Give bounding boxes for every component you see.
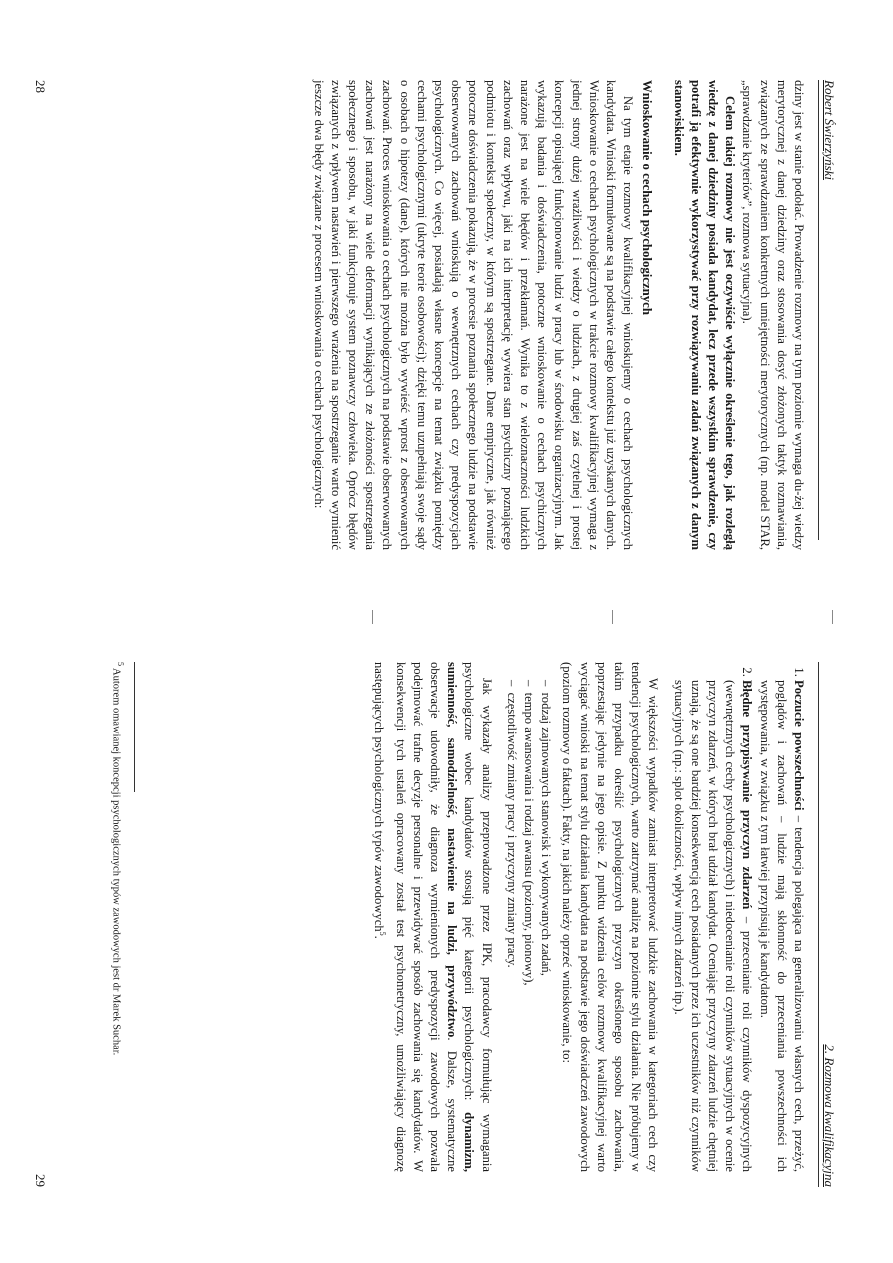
error-list (669, 662, 807, 1172)
style-paragraph: W większości wypadków zamiast interpretować ludzkie zachowania w kategoriach cech czy tendencji psychologicznych, warto zatrzymać analizę na poziomie stylu działania. Nie próbujemy w takim przypadku określić psychologicznych przyczyn określonego sposobu zachowania, poprzestając jedynie na jego opisie. Z punktu widzenia celów rozmowy kwalifikacyjnej warto wyciągać wnioski na temat stylu działania kandydata na podstawie jego doświadczeń zawodowych (poziom rozmowy o faktach). Fakty, na jakich należy oprzeć wnioskowanie, to: (560, 662, 661, 1172)
list-item: – częstotliwość zmiany pracy i przyczyny zmiany pracy. (503, 680, 520, 1172)
error-description: – przecenianie roli czynników dyspozycyjnych (wewnętrznych cechy psychologicznych) i niedocenianie roli czynników sytuacyjnych w ocenie przyczyn zdarzeń, w których brał udział kandydat. Oceniając przyczyny zdarzeń ludzie chętniej uznają, że są one bardziej konsekwencją cech posiadanych przez ich uczestników niż czynników sytuacyjnych (np.: splot okoliczności, wpływ innych zdarzeń itp.). (671, 680, 755, 1172)
inference-paragraph: Na tym etapie rozmowy kwalifikacyjnej wnioskujemy o cechach psychologicznych kandydata. Wnioski formułowane są na podstawie całego kontekstu już uzyskanych danych. Wnioskowanie o cechach psychologicznych w trakcie rozmowy kwalifikacyjnej wymaga z jednej strony dużej wrażliwości i wiedzy o ludziach, z drugiej zaś czytelnej i prostej koncepcji opisującej funkcjonowanie ludzi w pracy lub w środowisku organizacyjnym. Jak wykazują badania i doświadczenia, potoczne wnioskowanie o cechach psychicznych narażone jest na wiele błędów i przekłamań. Wynika to z wieloznaczności ludzkich zachowań oraz wpływu, jaki na ich interpretację wywiera stan psychiczny poznającego podmiotu i kontekst społeczny, w którym są spostrzegane. Dane empiryczne, jak również potoczne doświadczenia pokazują, że w procesie poznania społecznego ludzie na podstawie obserwowanych zachowań wnioskują o wewnętrznych cechach czy predyspozycjach psychologicznych. Co więcej, posiadają własne koncepcje na temat związku pomiędzy cechami psychologicznymi (ukryte teorie osobowości); dzięki temu uzupełniają swoje sądy o osobach o hipotezy (dane), których nie można było wywieść wprost z obserwowanych zachowań. Proces wnioskowania o cechach psychologicznych na podstawie obserwowanych zachowań jest narażony na wiele deformacji wynikających ze złożoności spostrzegania społecznego i sposobu, w jaki funkcjonuje system poznawczy człowieka. Oprócz błędów związanych z wpływem nastawień i pierwszego wrażenia na spostrzeganie warto wymienić jeszcze dwa błędy związane z procesem wnioskowania o cechach psychologicznych: (311, 80, 636, 550)
footnote-reference: 5 (378, 931, 388, 936)
list-item: – rodzaj zajmowanych stanowisk i wykonywanych zadań, (537, 680, 554, 1172)
footnote-divider (134, 662, 135, 792)
page-number-right: 29 (33, 1174, 48, 1187)
chapter-title: 2. Rozmowa kwalifikacyjna (822, 1044, 837, 1187)
gutter-mark (832, 610, 833, 624)
footnote-number: 5 (116, 662, 125, 666)
left-page (0, 0, 893, 600)
facts-list (503, 662, 555, 1172)
list-item: – tempo awansowania i rodzaj awansu (poziomy, pionowy), (520, 680, 537, 1172)
error-title: Poczucie powszechności (792, 680, 806, 811)
ipk-categories: dynamizm, sumienność, samodzielność, nastawienie na ludzi, przywództwo (445, 662, 477, 1172)
section-heading: Wnioskowanie o cechach psychologicznych (640, 80, 655, 315)
running-header-left (818, 80, 839, 540)
list-item (755, 680, 807, 1172)
right-page-body (370, 662, 807, 1172)
gutter-marks (0, 590, 893, 650)
ipk-period: . (372, 935, 387, 939)
left-page-body (309, 80, 807, 550)
gutter-mark (612, 610, 613, 624)
footnote (109, 662, 128, 1182)
gutter-mark (372, 610, 373, 624)
error-title: Błędne przypisywanie przyczyn zdarzeń (740, 680, 755, 910)
ipk-paragraph (370, 662, 495, 1172)
error-description: – tendencja polegająca na generalizowaniu własnych cech, przeżyć, poglądów i zachowań – ludzie mają skłonność do przeceniania powszechności ich występowania, w związku z tym łatwiej przypisują je kandydatom. (757, 680, 806, 1172)
author-name: Robert Świerzyński (822, 80, 837, 181)
page-number-left: 28 (33, 80, 48, 93)
ipk-text-start: Jak wykazały analizy przeprowadzone przez IPK, pracodawcy formułując wymagania psychologiczne wobec kandydatów stosują pięć kategorii psychologicznych: (462, 662, 494, 1172)
list-item (669, 680, 755, 1172)
running-header-right (818, 662, 839, 1187)
right-page (0, 648, 893, 1263)
ipk-text-end: . Dalsze, systematyczne obserwacje udowodniły, że diagnoza wymienionych predyspozycji zawodowych pozwala podejmować trafne decyzje personalne i przewidywać sposób zachowania się kandydatów. W konsekwencji tych ustaleń opracowany został test psychometryczny, umożliwiający diagnozę następujących psychologicznych typów zawodowych (372, 662, 460, 1173)
goal-paragraph: Celem takiej rozmowy nie jest oczywiście wyłącznie określenie tego, jak rozległą wiedzę z danej dziedziny posiada kandydat, lecz przede wszystkim sprawdzenie, czy potrafi ją efektywnie wykorzystywać przy rozwiązywaniu zadań związanych z danym stanowiskiem. (671, 80, 738, 550)
intro-paragraph: dziny jest w stanie podołać. Prowadzenie rozmowy na tym poziomie wymaga du-żej wiedzy merytorycznej z danej dziedziny oraz stosowania dosyć złożonych taktyk rozmawiania, związanych ze sprawdzaniem konkretnych umiejętności merytorycznych (np. model STAR, „sprawdzanie kryteriów”, rozmowa sytuacyjna). (740, 80, 806, 550)
footnote-text: Autorem omawianej koncepcji psychologicznych typów zawodowych jest dr Marek Suchar. (110, 668, 122, 1056)
